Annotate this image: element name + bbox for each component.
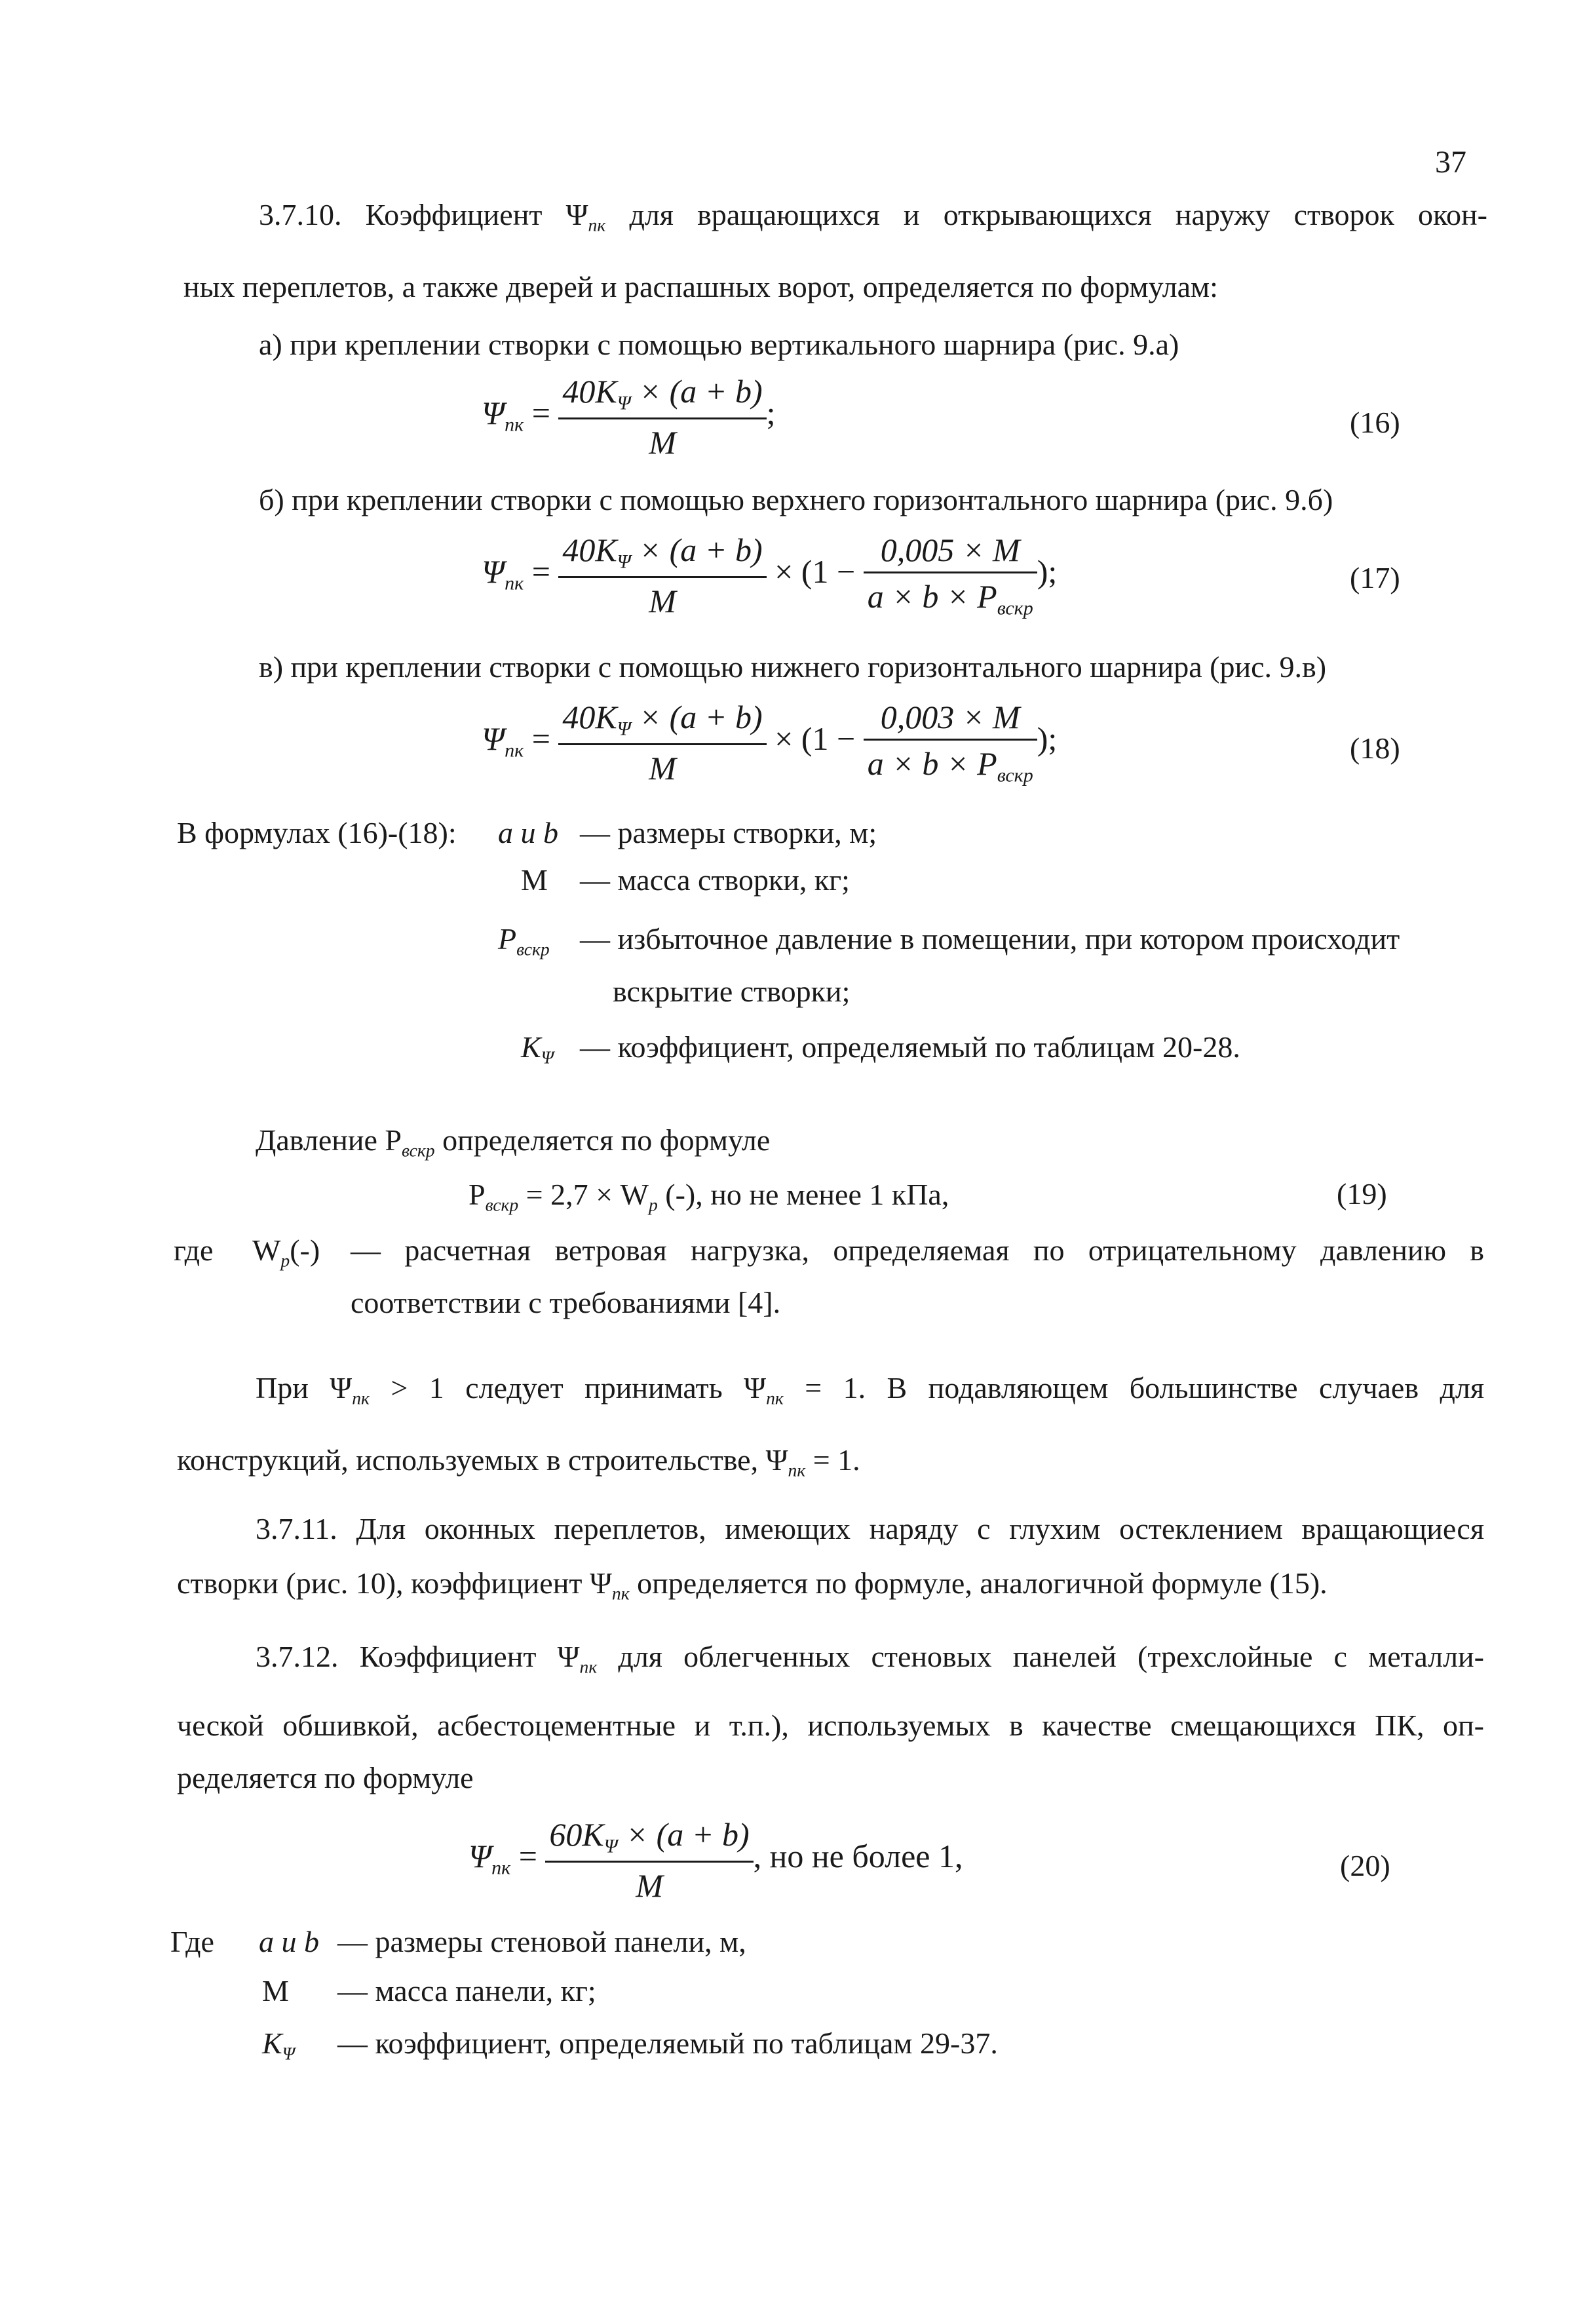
legend-2-ab-text: — размеры стеновой панели, м, <box>337 1925 746 1958</box>
legend-2-m-text: — масса панели, кг; <box>337 1974 596 2007</box>
legend-1-m-text: — масса створки, кг; <box>580 863 850 897</box>
legend-2-m: M <box>262 1974 289 2007</box>
equation-number-19: (19) <box>1337 1177 1387 1210</box>
section-3-7-10-line-1: 3.7.10. Коэффициент $\Psi_{пк}$ для вращающихся и открывающихся наружу створок окон- <box>259 198 1487 235</box>
legend-2-ab: a и b <box>259 1925 319 1958</box>
section-3-7-11-line-2: створки (рис. 10), коэффициент $\Psi_{пк}$ определяется по формуле, аналогичной формуле (15). <box>177 1566 1328 1604</box>
w-description: — расчетная ветровая нагрузка, определяемая по отрицательному давлению в <box>351 1233 1484 1267</box>
psi-note-line-1: При $\Psi_{пк} > 1$ следует принимать $\Psi_{пк} = 1$. В подавляющем большинстве случаев для <box>256 1371 1484 1408</box>
w-symbol: $W_р(-)$ <box>252 1233 320 1271</box>
case-b-text: б) при креплении створки с помощью верхнего горизонтального шарнира (рис. 9.б) <box>259 483 1333 516</box>
where-label: где <box>174 1233 214 1267</box>
legend-2-where: Где <box>170 1925 214 1958</box>
section-3-7-12-line-3: ределяется по формуле <box>177 1761 474 1794</box>
section-3-7-12-line-2: ческой обшивкой, асбестоцементные и т.п.), используемых в качестве смещающихся ПК, оп- <box>177 1709 1484 1742</box>
case-c-text: в) при креплении створки с помощью нижнего горизонтального шарнира (рис. 9.в) <box>259 650 1327 684</box>
psi-note-line-2: конструкций, используемых в строительстве, $\Psi_{пк} = 1$. <box>177 1443 860 1481</box>
legend-1-p-text-2: вскрытие створки; <box>613 975 851 1008</box>
case-a-text: а) при креплении створки с помощью вертикального шарнира (рис. 9.а) <box>259 328 1179 361</box>
legend-1-ab-text: — размеры створки, м; <box>580 816 877 849</box>
formula-17: $\Psi_{пк}$ = $\frac{40K_\Psi \times (a + b)}{M}$ × (1 − $\frac{0,005 \times M}{a \times b \times P_{вскр}}$ ); <box>482 532 1058 619</box>
formula-16: $\Psi_{пк}$ = $\frac{40K_\Psi \times (a + b)}{M}$ ; <box>482 373 776 461</box>
formula-20: $\Psi_{пк}$ = $\frac{60K_\Psi \times (a + b)}{M}$ , но не более 1, <box>468 1816 963 1904</box>
formula-19: $Р_{вскр} = 2,7 \times W_р$ (-), но не менее 1 кПа, <box>468 1178 949 1215</box>
legend-2-k: $K_\Psi$ <box>262 2026 296 2064</box>
legend-1-k-text: — коэффициент, определяемый по таблицам 20-28. <box>580 1030 1240 1064</box>
equation-number-18: (18) <box>1350 731 1400 765</box>
legend-1-intro: В формулах (16)-(18): <box>177 816 457 849</box>
equation-number-20: (20) <box>1340 1849 1390 1882</box>
legend-1-m: M <box>521 863 548 897</box>
legend-2-k-text: — коэффициент, определяемый по таблицам 29-37. <box>337 2026 998 2060</box>
section-3-7-12-line-1: 3.7.12. Коэффициент $\Psi_{пк}$ для облегченных стеновых панелей (трехслойные с металли- <box>256 1640 1484 1677</box>
section-3-7-10-line-2: ных переплетов, а также дверей и распашных ворот, определяется по формулам: <box>183 270 1218 303</box>
w-description-2: соответствии с требованиями [4]. <box>351 1286 781 1319</box>
legend-1-p-text: — избыточное давление в помещении, при котором происходит <box>580 922 1400 956</box>
pressure-intro: Давление $Р_{вскр}$ определяется по формуле <box>256 1123 771 1161</box>
section-3-7-11-line-1: 3.7.11. Для оконных переплетов, имеющих наряду с глухим остеклением вращающиеся <box>256 1512 1484 1545</box>
equation-number-17: (17) <box>1350 561 1400 594</box>
formula-18: $\Psi_{пк}$ = $\frac{40K_\Psi \times (a + b)}{M}$ × (1 − $\frac{0,003 \times M}{a \times b \times P_{вскр}}$ ); <box>482 699 1058 786</box>
legend-1-k: $K_\Psi$ <box>521 1030 554 1068</box>
legend-1-p: $P_{вскр}$ <box>498 922 550 959</box>
equation-number-16: (16) <box>1350 406 1400 439</box>
legend-1-ab: a и b <box>498 816 558 849</box>
page-number: 37 <box>1435 145 1466 180</box>
